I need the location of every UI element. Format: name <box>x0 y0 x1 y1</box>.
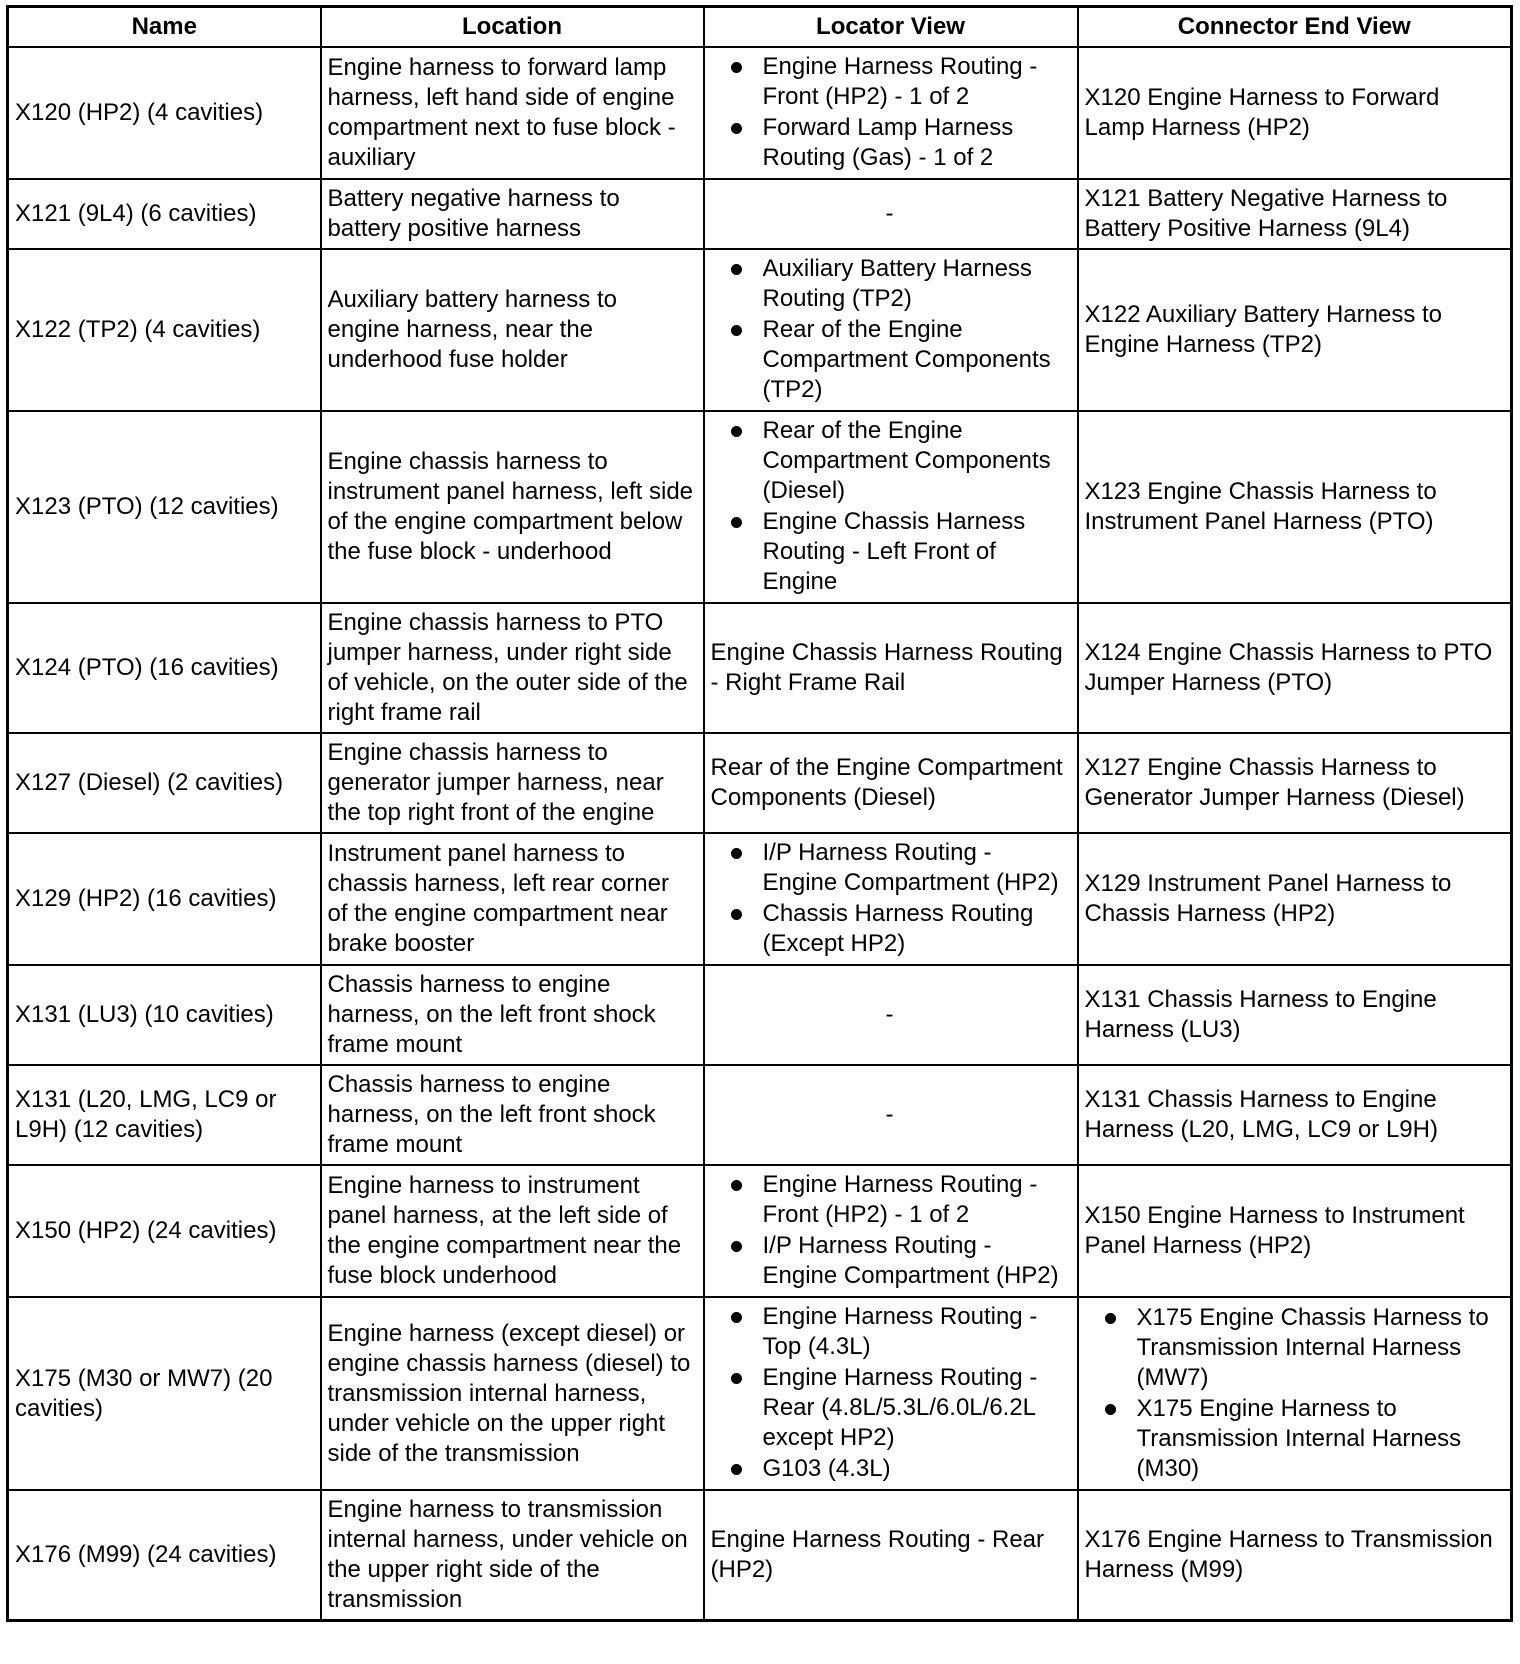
cell-locator-view <box>704 411 1078 603</box>
table-row <box>8 965 1512 1065</box>
cell-location: Chassis harness to engine harness, on the left front shock frame mount <box>321 1065 704 1165</box>
cell-name: X176 (M99) (24 cavities) <box>8 1490 321 1621</box>
header-location: Location <box>321 7 704 48</box>
locator-view-item: Engine Chassis Harness Routing - Left Front of Engine <box>711 507 1069 597</box>
cell-connector-end-view: X131 Chassis Harness to Engine Harness (LU3) <box>1078 965 1512 1065</box>
locator-view-item: Engine Harness Routing - Top (4.3L) <box>711 1302 1069 1362</box>
header-locator-view: Locator View <box>704 7 1078 48</box>
cell-connector-end-view: X127 Engine Chassis Harness to Generator Jumper Harness (Diesel) <box>1078 733 1512 833</box>
table-row <box>8 47 1512 179</box>
locator-view-item: Rear of the Engine Compartment Components (Diesel) <box>711 416 1069 506</box>
table-row <box>8 833 1512 965</box>
cell-location: Instrument panel harness to chassis harness, left rear corner of the engine compartment near brake booster <box>321 833 704 965</box>
cell-connector-end-view: X122 Auxiliary Battery Harness to Engine Harness (TP2) <box>1078 249 1512 411</box>
locator-view-item: Engine Harness Routing - Rear (4.8L/5.3L/6.0L/6.2L except HP2) <box>711 1363 1069 1453</box>
cell-location: Engine harness (except diesel) or engine chassis harness (diesel) to transmission internal harness, under vehicle on the upper right side of the transmission <box>321 1297 704 1490</box>
cell-locator-view <box>704 249 1078 411</box>
locator-view-item: Forward Lamp Harness Routing (Gas) - 1 of 2 <box>711 113 1069 173</box>
table-row <box>8 1490 1512 1621</box>
locator-view-list <box>711 52 1069 173</box>
cell-location: Engine chassis harness to PTO jumper harness, under right side of vehicle, on the outer side of the right frame rail <box>321 603 704 733</box>
connector-end-view-item: X175 Engine Chassis Harness to Transmission Internal Harness (MW7) <box>1085 1303 1503 1393</box>
cell-connector-end-view: X150 Engine Harness to Instrument Panel Harness (HP2) <box>1078 1165 1512 1297</box>
table-row <box>8 1297 1512 1490</box>
header-name: Name <box>8 7 321 48</box>
cell-connector-end-view: X120 Engine Harness to Forward Lamp Harness (HP2) <box>1078 47 1512 179</box>
cell-location: Engine chassis harness to instrument panel harness, left side of the engine compartment below the fuse block - underhood <box>321 411 704 603</box>
locator-view-list <box>711 1302 1069 1484</box>
table-row <box>8 249 1512 411</box>
cell-name: X131 (L20, LMG, LC9 or L9H) (12 cavities) <box>8 1065 321 1165</box>
cell-name: X175 (M30 or MW7) (20 cavities) <box>8 1297 321 1490</box>
table-row <box>8 733 1512 833</box>
cell-location: Engine chassis harness to generator jumper harness, near the top right front of the engine <box>321 733 704 833</box>
cell-name: X122 (TP2) (4 cavities) <box>8 249 321 411</box>
cell-locator-view <box>704 47 1078 179</box>
cell-name: X124 (PTO) (16 cavities) <box>8 603 321 733</box>
locator-view-item: Auxiliary Battery Harness Routing (TP2) <box>711 254 1069 314</box>
cell-name: X129 (HP2) (16 cavities) <box>8 833 321 965</box>
cell-locator-view: - <box>704 179 1078 249</box>
cell-locator-view: Engine Chassis Harness Routing - Right Frame Rail <box>704 603 1078 733</box>
cell-location: Chassis harness to engine harness, on the left front shock frame mount <box>321 965 704 1065</box>
cell-locator-view: - <box>704 965 1078 1065</box>
locator-view-list <box>711 1170 1069 1291</box>
cell-locator-view <box>704 1165 1078 1297</box>
connector-end-view-list <box>1085 1303 1503 1484</box>
cell-name: X120 (HP2) (4 cavities) <box>8 47 321 179</box>
locator-view-item: Engine Harness Routing - Front (HP2) - 1 of 2 <box>711 52 1069 112</box>
connector-table <box>6 5 1513 1622</box>
cell-name: X150 (HP2) (24 cavities) <box>8 1165 321 1297</box>
cell-locator-view <box>704 1297 1078 1490</box>
table-body <box>8 47 1512 1621</box>
cell-connector-end-view: X131 Chassis Harness to Engine Harness (L20, LMG, LC9 or L9H) <box>1078 1065 1512 1165</box>
cell-connector-end-view <box>1078 1297 1512 1490</box>
locator-view-list <box>711 416 1069 597</box>
cell-locator-view: - <box>704 1065 1078 1165</box>
locator-view-item: I/P Harness Routing - Engine Compartment (HP2) <box>711 1231 1069 1291</box>
cell-location: Auxiliary battery harness to engine harness, near the underhood fuse holder <box>321 249 704 411</box>
cell-name: X123 (PTO) (12 cavities) <box>8 411 321 603</box>
cell-locator-view: Engine Harness Routing - Rear (HP2) <box>704 1490 1078 1621</box>
cell-locator-view: Rear of the Engine Compartment Components (Diesel) <box>704 733 1078 833</box>
locator-view-item: Chassis Harness Routing (Except HP2) <box>711 899 1069 959</box>
table-row <box>8 1165 1512 1297</box>
cell-location: Engine harness to transmission internal harness, under vehicle on the upper right side of the transmission <box>321 1490 704 1621</box>
locator-view-item: Rear of the Engine Compartment Components (TP2) <box>711 315 1069 405</box>
cell-name: X131 (LU3) (10 cavities) <box>8 965 321 1065</box>
cell-name: X121 (9L4) (6 cavities) <box>8 179 321 249</box>
cell-connector-end-view: X123 Engine Chassis Harness to Instrument Panel Harness (PTO) <box>1078 411 1512 603</box>
locator-view-list <box>711 838 1069 959</box>
table-row <box>8 603 1512 733</box>
header-row <box>8 7 1512 48</box>
cell-locator-view <box>704 833 1078 965</box>
cell-connector-end-view: X129 Instrument Panel Harness to Chassis Harness (HP2) <box>1078 833 1512 965</box>
cell-location: Engine harness to forward lamp harness, left hand side of engine compartment next to fuse block - auxiliary <box>321 47 704 179</box>
table-row <box>8 1065 1512 1165</box>
locator-view-item: Engine Harness Routing - Front (HP2) - 1 of 2 <box>711 1170 1069 1230</box>
locator-view-item: I/P Harness Routing - Engine Compartment (HP2) <box>711 838 1069 898</box>
cell-name: X127 (Diesel) (2 cavities) <box>8 733 321 833</box>
cell-connector-end-view: X124 Engine Chassis Harness to PTO Jumper Harness (PTO) <box>1078 603 1512 733</box>
header-connector-end-view: Connector End View <box>1078 7 1512 48</box>
cell-location: Battery negative harness to battery positive harness <box>321 179 704 249</box>
cell-connector-end-view: X176 Engine Harness to Transmission Harness (M99) <box>1078 1490 1512 1621</box>
table-row <box>8 411 1512 603</box>
cell-connector-end-view: X121 Battery Negative Harness to Battery Positive Harness (9L4) <box>1078 179 1512 249</box>
locator-view-list <box>711 254 1069 405</box>
table-row <box>8 179 1512 249</box>
connector-end-view-item: X175 Engine Harness to Transmission Internal Harness (M30) <box>1085 1394 1503 1484</box>
locator-view-item: G103 (4.3L) <box>711 1454 1069 1484</box>
cell-location: Engine harness to instrument panel harness, at the left side of the engine compartment near the fuse block underhood <box>321 1165 704 1297</box>
